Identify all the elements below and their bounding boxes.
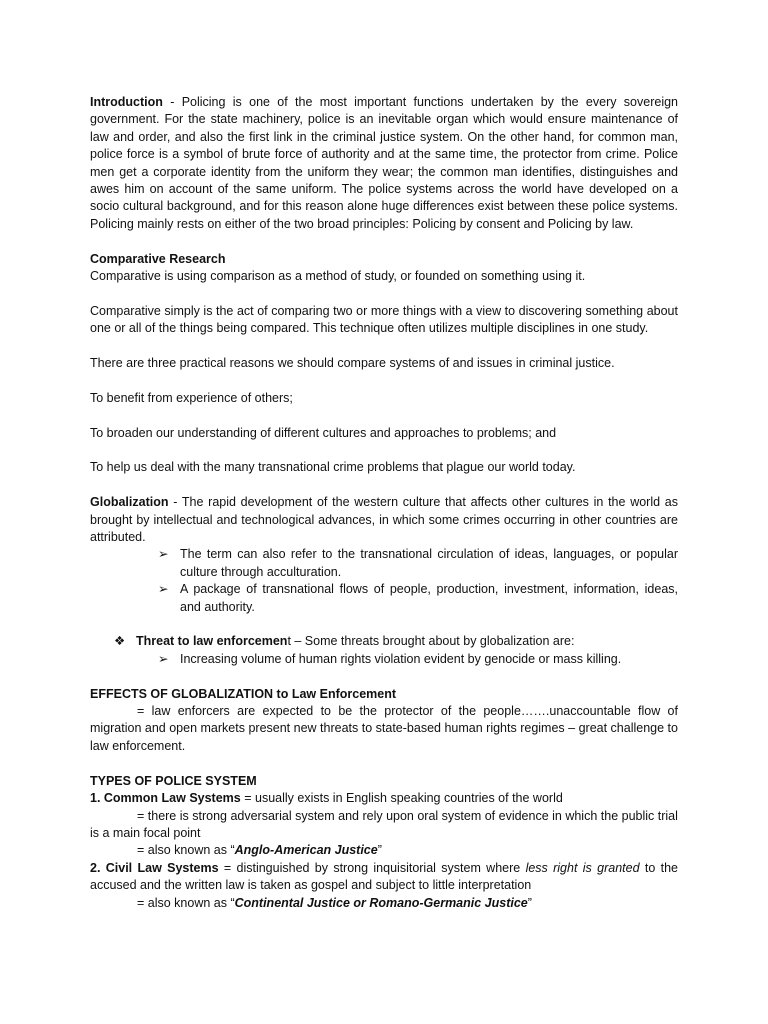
common-law-detail xyxy=(90,808,678,825)
arrow-bullet-icon: ➢ xyxy=(158,582,169,597)
civil-law-aka xyxy=(90,895,678,912)
arrow-bullet-icon: ➢ xyxy=(158,651,169,666)
civil-law-text-b: to the accused and the written law is taken as gospel and subject to little interpretation xyxy=(90,860,678,893)
common-law-aka xyxy=(90,842,678,859)
reason-item: To help us deal with the many transnational crime problems that plague our world today. xyxy=(90,460,576,475)
civil-law-aka-name: Continental Justice or Romano-Germanic Justice xyxy=(234,895,528,910)
types-heading: TYPES OF POLICE SYSTEM xyxy=(90,773,257,788)
common-law-text: = usually exists in English speaking countries of the world xyxy=(240,791,563,806)
intro-paragraph xyxy=(90,94,678,233)
effects-heading: EFFECTS OF GLOBALIZATION to Law Enforcement xyxy=(90,686,397,701)
reason-item: To broaden our understanding of different cultures and approaches to problems; and xyxy=(90,425,557,440)
civil-law-text-a: = distinguished by strong inquisitorial system where xyxy=(218,860,526,875)
civil-law-label: 2. Civil Law Systems xyxy=(90,860,219,875)
diamond-bullet-icon: ❖ xyxy=(114,634,126,649)
civil-law-aka-prefix: = also known as “ xyxy=(137,895,235,910)
common-law-detail-a: = there is strong adversarial system and rely upon oral system of evidence in which the public trial xyxy=(137,808,678,823)
list-item xyxy=(90,651,678,668)
bullet-text: A package of transnational flows of people, production, investment, information, ideas, and authority. xyxy=(180,582,678,614)
threat-item xyxy=(114,633,678,650)
common-law-line xyxy=(90,790,678,807)
globalization-text: - The rapid development of the western culture that affects other cultures in the world as brought by intellectual and technological advances, in which some crimes occurring in other countries are attributed. xyxy=(90,495,678,545)
common-law-aka-name: Anglo-American Justice xyxy=(234,843,378,858)
bullet-text: Increasing volume of human rights violation evident by genocide or mass killing. xyxy=(180,651,622,666)
common-law-label: 1. Common Law Systems xyxy=(90,791,241,806)
intro-label: Introduction xyxy=(90,95,163,109)
list-item xyxy=(90,581,678,616)
effects-text xyxy=(90,703,678,755)
civil-law-aka-suffix: ” xyxy=(527,895,532,910)
document-page xyxy=(90,94,678,912)
globalization-paragraph xyxy=(90,494,678,546)
threat-label: Threat to law enforcemen xyxy=(136,634,288,649)
civil-law-line xyxy=(90,860,678,895)
civil-law-italic: less right is granted xyxy=(525,860,640,875)
common-law-detail-b: is a main focal point xyxy=(90,825,201,840)
common-law-aka-prefix: = also known as “ xyxy=(137,843,235,858)
common-law-aka-suffix: ” xyxy=(377,843,382,858)
comparative-heading: Comparative Research xyxy=(90,251,226,266)
arrow-bullet-icon: ➢ xyxy=(158,547,169,562)
threat-text: t – Some threats brought about by globalization are: xyxy=(287,634,575,649)
comparative-p3: There are three practical reasons we should compare systems of and issues in criminal justice. xyxy=(90,356,615,371)
list-item xyxy=(90,546,678,581)
intro-text: - Policing is one of the most important functions undertaken by the every sovereign government. For the state machinery, police is an inevitable organ which would ensure maintenance of law and order, and also the first link in the criminal justice system. On the other hand, for common man, police force is a symbol of brute force of authority and at the same time, the protector from crime. Police men get a corporate identity from the uniform they wear; the common man identifies, distinguishes and awes him on account of the same uniform. The police systems across the world have developed on a socio cultural background, and for this reason alone huge differences exist between these police systems. Policing mainly rests on either of the two broad principles: Policing by consent and Policing by law. xyxy=(90,95,678,231)
comparative-p1: Comparative is using comparison as a method of study, or founded on something using it. xyxy=(90,269,586,284)
effects-body: = law enforcers are expected to be the protector of the people…….unaccountable flow of migration and open markets present new threats to state-based human rights regimes – great challenge to law enforcement. xyxy=(90,704,678,753)
comparative-p2: Comparative simply is the act of comparing two or more things with a view to discovering something about one or all of the things being compared. This technique often utilizes multiple disciplines in one study. xyxy=(90,303,678,336)
bullet-text: The term can also refer to the transnational circulation of ideas, languages, or popular culture through acculturation. xyxy=(180,547,678,579)
reason-item: To benefit from experience of others; xyxy=(90,390,293,405)
globalization-label: Globalization xyxy=(90,495,169,510)
